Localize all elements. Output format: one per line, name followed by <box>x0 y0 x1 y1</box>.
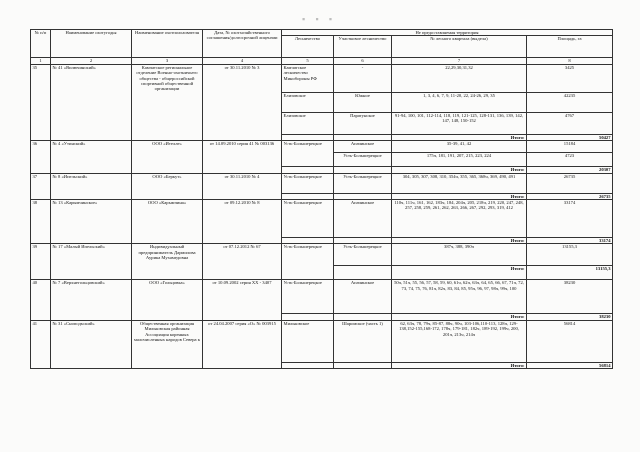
col-num: 2 <box>51 58 132 64</box>
forestry-cell: Усть-Большерецкое <box>282 244 334 280</box>
quarters-cell: 91-94, 100, 101, 112-114, 118, 119, 121-125, 128-131, 136, 139, 142, 147, 148, 150-152 <box>392 112 527 134</box>
empty-cell <box>334 362 392 368</box>
agreement-date: от 24.04.2007 серия «О» № 003915 <box>203 320 282 368</box>
area-cell: 13155,3 <box>527 244 613 266</box>
table-row <box>31 244 613 266</box>
district-cell: Шаромское (часть 1) <box>334 320 392 362</box>
district-cell: Паратунское <box>334 112 392 134</box>
total-value: 33174 <box>527 238 613 244</box>
user-name: ООО «Ителле» <box>132 141 203 173</box>
forestry-cell: Усть-Большерецкое <box>282 280 334 314</box>
user-name: Общественная организация Мильковская районная Ассоциация коренных малочисленных народов Севера к <box>132 320 203 368</box>
total-label: Итого: <box>392 134 527 140</box>
district-cell: Усть-Большерецкое <box>334 153 392 167</box>
district-cell: Апачинское <box>334 200 392 238</box>
forestry-cell: Усть-Большерецкое <box>282 173 334 193</box>
header-territory-group: Не предоставляемая территория <box>282 30 613 36</box>
header-user: Наименование охотпользователя <box>132 30 203 58</box>
agreement-date: от 30.11.2010 № 3 <box>203 64 282 140</box>
table-row <box>31 141 613 153</box>
total-label: Итого: <box>392 362 527 368</box>
district-cell: - <box>334 64 392 92</box>
ground-name: № 41 «Вилючинский» <box>51 64 132 140</box>
total-value: 50427 <box>527 134 613 140</box>
quarters-cell: 22,29,30,31,32 <box>392 64 527 92</box>
quarters-cell: 175ч, 181, 191, 207, 215, 223, 224 <box>392 153 527 167</box>
district-cell: Усть-Большерецкое <box>334 173 392 193</box>
ground-name: № 4 «Утинский» <box>51 141 132 173</box>
total-label: Итого: <box>392 314 527 320</box>
row-number: 41 <box>31 320 51 368</box>
ground-name: № 8 «Ипельский» <box>51 173 132 199</box>
agreement-date: от 30.11.2010 № 4 <box>203 173 282 199</box>
area-cell: 33174 <box>527 200 613 238</box>
ground-name: № 7 «Верхнегольцовский» <box>51 280 132 320</box>
total-label: Итого: <box>392 238 527 244</box>
table-row <box>31 280 613 314</box>
ground-name: № 31 «Сноподъский» <box>51 320 132 368</box>
col-num: 1 <box>31 58 51 64</box>
total-value: 56814 <box>527 362 613 368</box>
quarters-cell: 50ч, 51ч, 55, 56, 57, 58, 59, 60, 61ч, 62ч, 63ч, 64, 65, 66, 67, 71ч, 72, 73, 74, 75, 76, 81ч, 82ч, 83, 84, 85, 95ч, 96, 97, 98ч, 99ч, 100 <box>392 280 527 314</box>
user-name: ООО «Беркут» <box>132 173 203 199</box>
forestry-cell: Усть-Большерецкое <box>282 200 334 238</box>
user-name: ООО «Карымчина» <box>132 200 203 244</box>
total-value: 20307 <box>527 167 613 173</box>
empty-cell <box>334 266 392 280</box>
area-cell: 4723 <box>527 153 613 167</box>
agreement-date: от 14.09.2010 серия 41 № 003136 <box>203 141 282 173</box>
area-cell: 4767 <box>527 112 613 134</box>
agreement-date: от 10.09.2002 серия ХХ - 3407 <box>203 280 282 320</box>
header-district: Участковое лесничество <box>334 36 392 58</box>
row-number: 40 <box>31 280 51 320</box>
user-name: Индивидуальный предприниматель Дармилова Аурика Мухамедовна <box>132 244 203 280</box>
quarters-cell: 387ч, 388, 390ч <box>392 244 527 266</box>
total-value: 38230 <box>527 314 613 320</box>
forestry-cell: Камчатское лесничество Минобороны РФ <box>282 64 334 92</box>
table-row <box>31 64 613 92</box>
agreement-date: от 09.12.2010 № 8 <box>203 200 282 244</box>
quarters-cell: 1, 3, 4, 6, 7, 9, 11-20, 22, 24-26, 29, 35 <box>392 92 527 112</box>
row-number: 36 <box>31 141 51 173</box>
col-num: 3 <box>132 58 203 64</box>
col-num: 6 <box>334 58 392 64</box>
header-area: Площадь, га <box>527 36 613 58</box>
forestry-cell: Усть-Большерецкое <box>282 141 334 167</box>
quarters-cell: 110ч, 111ч, 161, 162, 183ч, 184, 204ч, 205, 218ч, 219, 220, 247, 248, 257, 258, 259, 261, 262, 263, 266, 267, 292, 293, 319, 412 <box>392 200 527 238</box>
col-num: 4 <box>203 58 282 64</box>
area-cell: 42235 <box>527 92 613 112</box>
quarters-cell: 62, 63ч, 78, 79ч, 85-87, 88ч, 90ч, 103-106,110-113, 128ч, 129-138,152-155,168-172, 178ч, 179-181, 182ч, 189-192, 199ч, 200, 201ч, 213ч, 214ч <box>392 320 527 362</box>
user-name: ООО «Гольцовка» <box>132 280 203 320</box>
total-label: Итого: <box>392 167 527 173</box>
table-row <box>31 200 613 238</box>
quarters-cell: 35-39, 41, 42 <box>392 141 527 153</box>
forestry-cell: Елизовское <box>282 112 334 134</box>
page-header-marks: ▪ ▪ ▪ <box>302 14 337 24</box>
row-number: 38 <box>31 200 51 244</box>
ground-name: № 13 «Карымчинское» <box>51 200 132 244</box>
header-name: Наименование охотугодья <box>51 30 132 58</box>
area-cell: 56814 <box>527 320 613 362</box>
empty-cell <box>282 362 334 368</box>
row-number: 37 <box>31 173 51 199</box>
area-cell: 26735 <box>527 173 613 193</box>
area-cell: 15184 <box>527 141 613 153</box>
total-value: 26735 <box>527 193 613 199</box>
quarters-cell: 304, 305, 307, 308, 310, 354ч, 355, 365, 368ч, 369, 490, 491 <box>392 173 527 193</box>
district-cell: Апачинское <box>334 280 392 314</box>
col-num: 8 <box>527 58 613 64</box>
header-forestry: Лесничество <box>282 36 334 58</box>
district-cell: Апачинское <box>334 141 392 153</box>
ground-name: № 17 «Малый Ипельский» <box>51 244 132 280</box>
row-number: 35 <box>31 64 51 140</box>
col-num: 7 <box>392 58 527 64</box>
area-cell: 3425 <box>527 64 613 92</box>
district-cell: Южное <box>334 92 392 112</box>
district-cell: Усть-Большерецкое <box>334 244 392 266</box>
user-name: Камчатское региональное отделение Военно-охотничьего общества - общероссийской спортивной общественной организации <box>132 64 203 140</box>
table-row <box>31 320 613 362</box>
table-row <box>31 173 613 193</box>
header-no: № п/п <box>31 30 51 58</box>
hunting-grounds-table <box>30 29 613 369</box>
row-number: 39 <box>31 244 51 280</box>
header-quarters: № лесного квартала (выдела) <box>392 36 527 58</box>
total-value: 13155,3 <box>527 266 613 280</box>
area-cell: 38230 <box>527 280 613 314</box>
forestry-cell: Мильковское <box>282 320 334 362</box>
col-num: 5 <box>282 58 334 64</box>
agreement-date: от 07.12.2012 № 67 <box>203 244 282 280</box>
total-label: Итого: <box>392 266 527 280</box>
total-label: Итого: <box>392 193 527 199</box>
header-date: Дата, № охотхозяйственного соглашения/долгосрочной лицензии <box>203 30 282 58</box>
forestry-cell: Елизовское <box>282 92 334 112</box>
